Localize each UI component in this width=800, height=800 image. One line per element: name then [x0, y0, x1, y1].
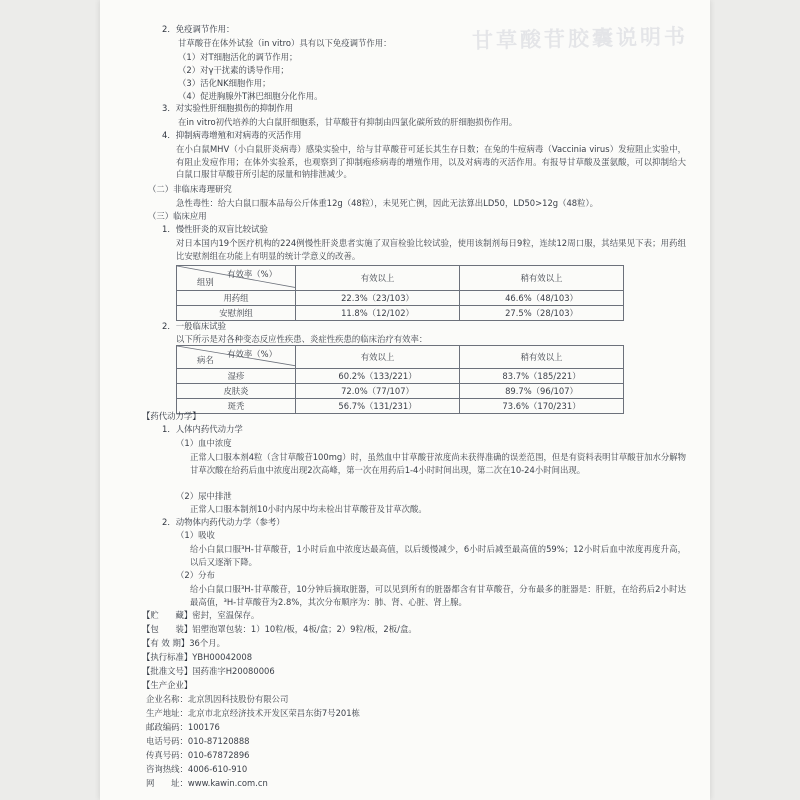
- immune-item: （4）促进胸腺外T淋巴细胞分化作用。: [178, 91, 323, 101]
- leaflet-page: [100, 0, 710, 800]
- group-cell: 安慰剂组: [177, 306, 296, 321]
- fax: 010-67872896: [187, 750, 250, 760]
- liver-injury-heading: 3．对实验性肝细胞损伤的抑制作用: [162, 103, 293, 113]
- corner-label-group: 组别: [197, 277, 214, 287]
- column-header: 有效以上: [296, 266, 460, 291]
- column-header: 有效以上: [296, 346, 460, 369]
- immune-item: （2）对γ干扰素的诱导作用；: [178, 65, 289, 75]
- nonclinical-tox-heading: （二）非临床毒理研究: [148, 184, 232, 194]
- value-cell: 60.2%（133/221）: [296, 369, 460, 384]
- field-key: 传真号码：: [146, 750, 188, 760]
- virus-heading: 4．抑制病毒增殖和对病毒的灭活作用: [162, 130, 302, 140]
- table-corner-cell: [177, 346, 296, 369]
- value-cell: 73.6%（170/231）: [460, 399, 624, 414]
- immune-item: （1）对T细胞活化的调节作用；: [178, 52, 298, 62]
- pk-blood-text: 正常人口服本剂4粒（含甘草酸苷100mg）时，虽然血中甘草酸苷浓度尚未获得准确的误差范围，但是有资料表明甘草酸苷加水分解物甘草次酸在给药后血中浓度出现2次高峰，第一次在用药后1-4小时时间出现，第二次在10-24小时间出现。: [190, 452, 686, 475]
- disease-cell: 湿疹: [177, 369, 296, 384]
- immune-item: （3）活化NK细胞作用；: [178, 78, 271, 88]
- virus-text: 在小白鼠MHV（小白鼠肝炎病毒）感染实验中，给与甘草酸苷可延长其生存日数；在兔的牛痘病毒（Vaccinia virus）发痘阻止实验中，有阻止发痘作用；在体外实验系，也观察到了抑制疱疹病毒的增殖作用，以及对病毒的灭活作用。有报导甘草酸及蛋氨酸，可以抑制给大白鼠口服甘草酸苷所引起的尿量和钠排泄减少。: [176, 144, 686, 180]
- corner-label-rate: 有效率（%）: [227, 349, 277, 359]
- storage-label: 【贮 藏】: [142, 610, 193, 620]
- manufacturer-field: [146, 750, 250, 761]
- storage-value: 密封，室温保存。: [192, 610, 260, 620]
- disease-cell: 斑秃: [177, 399, 296, 414]
- validity-row: [142, 638, 225, 649]
- value-cell: 46.6%（48/103）: [460, 291, 624, 306]
- company-name: 北京凯因科技股份有限公司: [187, 694, 289, 704]
- field-key: 企业名称：: [146, 694, 188, 704]
- package-value: 铝塑泡罩包装：1）10粒/板，4板/盒；2）9粒/板，2板/盒。: [192, 624, 417, 634]
- pk-urine-text: 正常人口服本制剂10小时内尿中均未检出甘草酸苷及甘草次酸。: [190, 504, 427, 514]
- nonclinical-tox-text: 急性毒性：给大白鼠口服本品每公斤体重12g（48粒），未见死亡例，因此无法算出LD50，LD50>12g（48粒）。: [176, 198, 599, 208]
- value-cell: 27.5%（28/103）: [460, 306, 624, 321]
- trial1-table: [176, 265, 624, 321]
- disease-cell: 皮肤炎: [177, 384, 296, 399]
- validity-label: 【有 效 期】: [142, 638, 190, 648]
- pk-animal-heading: 2．动物体内药代动力学（参考）: [162, 517, 285, 527]
- table-row: [177, 399, 624, 414]
- field-key: 网 址：: [146, 778, 188, 788]
- corner-label-disease: 病名: [197, 355, 214, 365]
- approval-row: [142, 666, 275, 677]
- pk-dist-heading: （2）分布: [176, 570, 215, 580]
- pk-absorb-text: 给小白鼠口服³H-甘草酸苷，1小时后血中浓度达最高值，以后缓慢减少，6小时后减至最高值的59%；12小时后血中浓度再度升高，以后又逐渐下降。: [190, 544, 686, 567]
- storage-row: [142, 610, 259, 621]
- website: www.kawin.com.cn: [187, 778, 268, 788]
- watermark-showthrough: 甘草酸苷胶囊说明书: [471, 23, 689, 54]
- validity-value: 36个月。: [189, 638, 225, 648]
- trial2-table: [176, 345, 624, 414]
- pk-heading: 【药代动力学】: [142, 411, 201, 421]
- table-header-row: [177, 266, 624, 291]
- field-key: 邮政编码：: [146, 722, 188, 732]
- package-label: 【包 装】: [142, 624, 193, 634]
- field-key: 咨询热线：: [146, 764, 188, 774]
- approval-value: 国药准字H20080006: [192, 666, 275, 676]
- value-cell: 56.7%（131/231）: [296, 399, 460, 414]
- standard-value: YBH00042008: [192, 652, 253, 662]
- trial2-heading: 2．一般临床试验: [162, 321, 226, 331]
- standard-label: 【执行标准】: [142, 652, 193, 662]
- manufacturer-heading: 【生产企业】: [142, 680, 193, 690]
- phone: 010-87120888: [187, 736, 250, 746]
- value-cell: 11.8%（12/102）: [296, 306, 460, 321]
- trial1-heading: 1．慢性肝炎的双盲比较试验: [162, 224, 268, 234]
- manufacturer-field: [146, 778, 268, 789]
- pk-absorb-heading: （1）吸收: [176, 530, 215, 540]
- table-row: [177, 384, 624, 399]
- column-header: 稍有效以上: [460, 266, 624, 291]
- immune-intro: 甘草酸苷在体外试验（in vitro）具有以下免疫调节作用：: [178, 38, 392, 48]
- manufacturer-field: [146, 764, 247, 775]
- value-cell: 22.3%（23/103）: [296, 291, 460, 306]
- trial1-text: 对日本国内19个医疗机构的224例慢性肝炎患者实施了双盲检验比较试验，使用该制剂每日9粒，连续12周口服，其结果见下表；用药组比安慰剂组在功能上有明显的统计学意义的改善。: [176, 238, 686, 261]
- value-cell: 83.7%（185/221）: [460, 369, 624, 384]
- table-row: [177, 291, 624, 306]
- group-cell: 用药组: [177, 291, 296, 306]
- table-header-row: [177, 346, 624, 369]
- package-row: [142, 624, 417, 635]
- table-corner-cell: [177, 266, 296, 291]
- address: 北京市北京经济技术开发区荣昌东街7号201栋: [187, 708, 360, 718]
- approval-label: 【批准文号】: [142, 666, 193, 676]
- table-row: [177, 369, 624, 384]
- field-key: 电话号码：: [146, 736, 188, 746]
- pk-urine-heading: （2）尿中排泄: [176, 491, 232, 501]
- manufacturer-field: [146, 736, 250, 747]
- manufacturer-field: [146, 694, 288, 705]
- immune-heading: 2．免疫调节作用：: [162, 24, 235, 34]
- standard-row: [142, 652, 252, 663]
- pk-dist-text: 给小白鼠口服³H-甘草酸苷，10分钟后摘取脏器，可以见到所有的脏器都含有甘草酸苷，分布最多的脏器是：肝脏，在给药后2小时达最高值，³H-甘草酸苷为2.8%，其次分布顺序为：肺、肾、心脏、肾上腺。: [190, 584, 686, 607]
- pk-human-heading: 1．人体内药代动力学: [162, 424, 243, 434]
- table-row: [177, 306, 624, 321]
- corner-label-rate: 有效率（%）: [227, 269, 277, 279]
- field-key: 生产地址：: [146, 708, 188, 718]
- clinical-heading: （三）临床应用: [148, 211, 207, 221]
- value-cell: 72.0%（77/107）: [296, 384, 460, 399]
- manufacturer-field: [146, 708, 360, 719]
- hotline: 4006-610-910: [187, 764, 248, 774]
- trial2-text: 以下所示是对各种变态反应性疾患、炎症性疾患的临床治疗有效率：: [176, 334, 428, 344]
- column-header: 稍有效以上: [460, 346, 624, 369]
- postcode: 100176: [187, 722, 220, 732]
- liver-injury-text: 在in vitro初代培养的大白鼠肝细胞系，甘草酸苷有抑制由四氯化碳所致的肝细胞损伤作用。: [178, 117, 518, 127]
- value-cell: 89.7%（96/107）: [460, 384, 624, 399]
- manufacturer-field: [146, 722, 220, 733]
- pk-blood-heading: （1）血中浓度: [176, 438, 232, 448]
